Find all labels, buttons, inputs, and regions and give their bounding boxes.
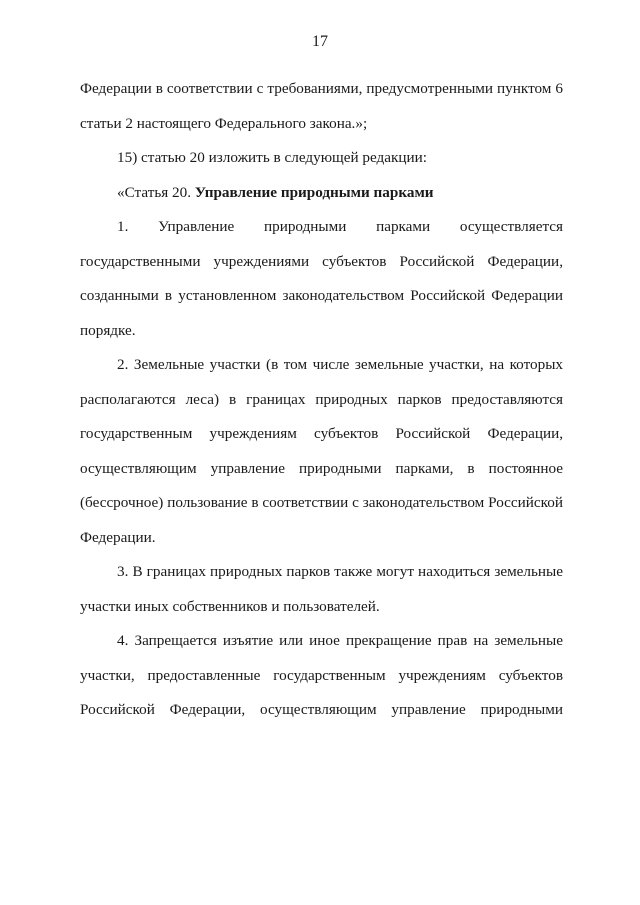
text-line: 2. Земельные участки (в том числе земельные участки, на которых (117, 356, 563, 373)
text-line: Российской Федерации, осуществляющим управление природными (80, 701, 563, 718)
text-line: 1. Управление природными парками осуществляется (117, 218, 563, 235)
text-line: Федерации. (80, 528, 156, 546)
text-line: располагаются леса) в границах природных парков предоставляются (80, 390, 563, 408)
text-line: (бессрочное) пользование в соответствии с законодательством Российской (80, 494, 563, 511)
text-line: Федерации в соответствии с требованиями, предусмотренными пунктом 6 (80, 80, 563, 97)
text-line: порядке. (80, 321, 136, 339)
text-line: статьи 2 настоящего Федерального закона.»; (80, 114, 368, 132)
text-line: 3. В границах природных парков также могут находиться земельные (117, 563, 563, 580)
text-line: государственными учреждениями субъектов Российской Федерации, (80, 252, 563, 270)
text-line: участки, предоставленные государственным учреждениям субъектов (80, 666, 563, 684)
article-heading (80, 176, 563, 211)
text-line: осуществляющим управление природными парками, в постоянное (80, 459, 563, 477)
page-number: 17 (312, 33, 328, 50)
text-line: государственным учреждениям субъектов Российской Федерации, (80, 425, 563, 442)
article-heading-title: Управление природными парками (194, 183, 434, 201)
article-heading-prefix: «Статья 20. (117, 183, 195, 201)
text-line: 4. Запрещается изъятие или иное прекращение прав на земельные (117, 632, 563, 649)
document-body (80, 72, 563, 728)
text-line: 15) статью 20 изложить в следующей редакции: (117, 149, 427, 166)
text-line: участки иных собственников и пользователей. (80, 597, 380, 615)
text-line: созданными в установленном законодательством Российской Федерации (80, 287, 563, 304)
